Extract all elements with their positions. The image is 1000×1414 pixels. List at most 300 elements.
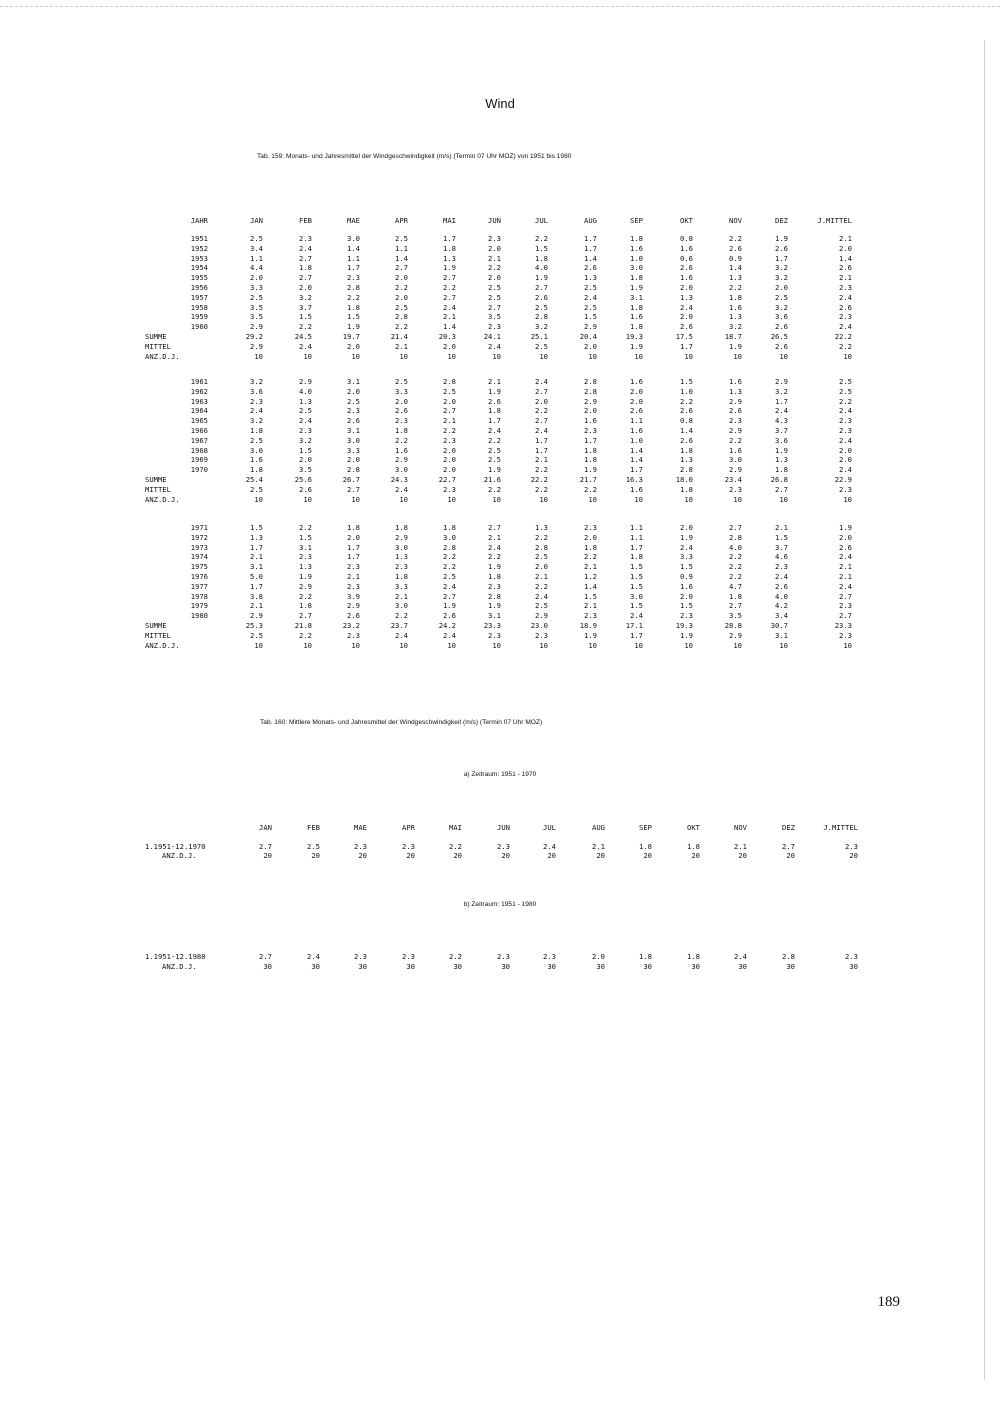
value-cell: 1.5 [775, 532, 788, 542]
column-header: APR [402, 823, 415, 832]
value-cell: 3.0 [395, 601, 408, 611]
value-cell: 2.7 [443, 292, 456, 302]
page-number: 189 [877, 1294, 900, 1310]
value-cell: 1.8 [680, 484, 693, 494]
value-cell: 2.5 [839, 377, 852, 386]
value-cell: 2.3 [402, 952, 415, 961]
year-cell: 1958 [190, 302, 208, 312]
value-cell: 30.7 [770, 621, 788, 630]
value-cell: 2.0 [347, 455, 360, 465]
row-label: SUMME [145, 621, 167, 630]
value-cell: 2.7 [347, 484, 360, 494]
value-cell: 2.6 [630, 406, 643, 416]
row-label: 1.1951-12.1970 [145, 842, 206, 851]
value-cell: 2.2 [299, 523, 312, 532]
value-cell: 2.4 [543, 842, 556, 851]
value-cell: 10 [492, 640, 501, 650]
value-cell: 3.4 [250, 243, 263, 253]
column-header: JAN [250, 216, 263, 225]
value-cell: 2.3 [395, 562, 408, 572]
table-row [0, 377, 1000, 387]
column-header: OKT [680, 216, 693, 225]
value-cell: 1.1 [347, 253, 360, 263]
value-cell: 1.1 [395, 243, 408, 253]
value-cell: 3.0 [395, 465, 408, 475]
value-cell: 1.8 [680, 445, 693, 455]
value-cell: 20 [738, 851, 747, 860]
value-cell: 2.4 [775, 406, 788, 416]
value-cell: 1.9 [443, 263, 456, 273]
value-cell: 2.4 [299, 341, 312, 351]
value-cell: 2.7 [782, 842, 795, 851]
value-cell: 2.3 [250, 396, 263, 406]
value-cell: 2.6 [584, 263, 597, 273]
value-cell: 4.7 [729, 581, 742, 591]
value-cell: 1.8 [775, 465, 788, 475]
value-cell: 2.7 [299, 253, 312, 263]
anz-row [0, 352, 1000, 362]
row-label: MITTEL [145, 630, 171, 640]
value-cell: 1.7 [630, 542, 643, 552]
value-cell: 2.5 [250, 484, 263, 494]
value-cell: 3.6 [250, 386, 263, 396]
value-cell: 2.6 [775, 243, 788, 253]
value-cell: 1.6 [729, 302, 742, 312]
value-cell: 21.6 [483, 475, 501, 484]
value-cell: 1.5 [584, 312, 597, 322]
value-cell: 1.8 [584, 542, 597, 552]
value-cell: 20 [501, 851, 510, 860]
value-cell: 2.2 [443, 426, 456, 435]
value-cell: 24.2 [438, 621, 456, 630]
value-cell: 2.3 [443, 435, 456, 445]
value-cell: 1.7 [250, 542, 263, 552]
value-cell: 21.8 [294, 621, 312, 630]
value-cell: 1.9 [488, 562, 501, 572]
value-cell: 2.0 [630, 386, 643, 396]
value-cell: 1.5 [535, 243, 548, 253]
table-row [0, 552, 1000, 562]
value-cell: 1.9 [488, 601, 501, 611]
row-label: ANZ.D.J. [145, 640, 180, 650]
table-row [0, 293, 1000, 303]
value-cell: 3.2 [250, 377, 263, 386]
value-cell: 2.9 [395, 532, 408, 542]
column-header: MAI [449, 823, 462, 832]
value-cell: 25.3 [245, 621, 263, 630]
value-cell: 3.8 [250, 591, 263, 601]
value-cell: 18.9 [579, 621, 597, 630]
table-row [0, 397, 1000, 407]
value-cell: 2.2 [535, 465, 548, 475]
value-cell: 2.4 [839, 552, 852, 562]
value-cell: 2.9 [584, 396, 597, 406]
value-cell: 1.5 [630, 601, 643, 611]
value-cell: 3.2 [775, 263, 788, 273]
value-cell: 2.2 [443, 562, 456, 572]
value-cell: 4.4 [250, 263, 263, 273]
value-cell: 10 [733, 351, 742, 361]
value-cell: 1.8 [347, 302, 360, 312]
value-cell: 2.0 [775, 283, 788, 292]
value-cell: 4.0 [535, 263, 548, 273]
value-cell: 1.2 [584, 572, 597, 581]
value-cell: 3.7 [299, 302, 312, 312]
value-cell: 1.8 [250, 426, 263, 435]
row-label: ANZ.D.J. [162, 851, 197, 860]
summe-row [0, 475, 1000, 485]
table-row [0, 416, 1000, 426]
value-cell: 2.5 [535, 601, 548, 611]
value-cell: 10 [634, 494, 643, 504]
value-cell: 10 [634, 640, 643, 650]
value-cell: 2.3 [680, 611, 693, 621]
value-cell: 2.5 [347, 396, 360, 406]
value-cell: 10 [351, 351, 360, 361]
value-cell: 2.2 [449, 952, 462, 961]
value-cell: 30 [738, 962, 747, 971]
value-cell: 1.3 [680, 292, 693, 302]
value-cell: 2.5 [395, 377, 408, 386]
value-cell: 2.9 [729, 465, 742, 475]
value-cell: 2.2 [395, 435, 408, 445]
value-cell: 3.2 [535, 322, 548, 332]
value-cell: 2.6 [395, 406, 408, 416]
value-cell: 20.4 [579, 332, 597, 341]
value-cell: 2.6 [488, 396, 501, 406]
value-cell: 10 [684, 494, 693, 504]
value-cell: 10 [254, 351, 263, 361]
value-cell: 3.9 [347, 591, 360, 601]
value-cell: 2.2 [535, 234, 548, 243]
year-cell: 1952 [190, 243, 208, 253]
value-cell: 1.9 [680, 630, 693, 640]
value-cell: 3.3 [680, 552, 693, 562]
value-cell: 2.4 [584, 292, 597, 302]
value-cell: 2.7 [729, 523, 742, 532]
value-cell: 2.4 [395, 630, 408, 640]
value-cell: 1.7 [443, 234, 456, 243]
value-cell: 23.4 [724, 475, 742, 484]
row-label: ANZ.D.J. [162, 962, 197, 971]
value-cell: 2.7 [488, 523, 501, 532]
value-cell: 1.9 [630, 283, 643, 292]
value-cell: 1.9 [488, 386, 501, 396]
summe-row [0, 332, 1000, 342]
value-cell: 2.5 [250, 292, 263, 302]
value-cell: 1.8 [630, 234, 643, 243]
value-cell: 2.6 [839, 263, 852, 273]
value-cell: 2.5 [299, 406, 312, 416]
value-cell: 24.1 [483, 332, 501, 341]
value-cell: 26.5 [770, 332, 788, 341]
value-cell: 2.1 [443, 312, 456, 322]
value-cell: 1.7 [630, 630, 643, 640]
value-cell: 2.8 [584, 377, 597, 386]
value-cell: 4.0 [775, 591, 788, 601]
value-cell: 2.6 [680, 322, 693, 332]
value-cell: 1.9 [299, 572, 312, 581]
column-header: SEP [630, 216, 643, 225]
year-cell: 1976 [190, 572, 208, 581]
value-cell: 2.2 [443, 283, 456, 292]
value-cell: 1.4 [443, 322, 456, 332]
mittel-row [0, 342, 1000, 352]
year-cell: 1964 [190, 406, 208, 416]
value-cell: 10 [779, 351, 788, 361]
value-cell: 2.5 [584, 302, 597, 312]
year-cell: 1965 [190, 416, 208, 426]
value-cell: 2.0 [839, 455, 852, 465]
year-cell: 1974 [190, 552, 208, 562]
year-cell: 1973 [190, 542, 208, 552]
value-cell: 1.7 [535, 435, 548, 445]
row-label: ANZ.D.J. [145, 351, 180, 361]
year-cell: 1970 [190, 465, 208, 475]
value-cell: 1.4 [630, 445, 643, 455]
value-cell: 0.6 [680, 253, 693, 263]
value-cell: 20 [453, 851, 462, 860]
value-cell: 1.6 [680, 273, 693, 283]
value-cell: 10 [779, 494, 788, 504]
value-cell: 1.7 [680, 341, 693, 351]
value-cell: 1.9 [488, 465, 501, 475]
year-cell: 1963 [190, 396, 208, 406]
value-cell: 2.6 [443, 611, 456, 621]
value-cell: 1.7 [347, 263, 360, 273]
value-cell: 3.5 [299, 465, 312, 475]
value-cell: 2.2 [395, 283, 408, 292]
value-cell: 2.3 [488, 322, 501, 332]
column-header: OKT [687, 823, 700, 832]
value-cell: 10 [733, 640, 742, 650]
value-cell: 2.3 [299, 552, 312, 562]
value-cell: 2.9 [775, 377, 788, 386]
value-cell: 2.1 [347, 572, 360, 581]
anz-row [0, 495, 1000, 505]
value-cell: 2.3 [584, 426, 597, 435]
value-cell: 26.8 [770, 475, 788, 484]
value-cell: 18.0 [675, 475, 693, 484]
value-cell: 2.2 [729, 435, 742, 445]
value-cell: 20 [263, 851, 272, 860]
value-cell: 3.5 [729, 611, 742, 621]
value-cell: 1.4 [839, 253, 852, 263]
value-cell: 2.0 [680, 591, 693, 601]
table-row [0, 601, 1000, 611]
value-cell: 1.3 [729, 312, 742, 322]
value-cell: 2.1 [734, 842, 747, 851]
value-cell: 1.8 [395, 426, 408, 435]
value-cell: 3.0 [250, 445, 263, 455]
value-cell: 2.2 [488, 484, 501, 494]
value-cell: 3.2 [775, 386, 788, 396]
value-cell: 10 [492, 351, 501, 361]
value-cell: 3.1 [347, 377, 360, 386]
value-cell: 30 [358, 962, 367, 971]
value-cell: 2.6 [775, 341, 788, 351]
column-header: FEB [307, 823, 320, 832]
value-cell: 3.0 [347, 435, 360, 445]
value-cell: 2.1 [839, 234, 852, 243]
value-cell: 2.7 [729, 601, 742, 611]
column-header: JUL [543, 823, 556, 832]
value-cell: 2.3 [347, 562, 360, 572]
value-cell: 2.5 [584, 283, 597, 292]
value-cell: 2.2 [584, 552, 597, 562]
column-header: FEB [299, 216, 312, 225]
value-cell: 2.6 [347, 611, 360, 621]
value-cell: 28.8 [724, 621, 742, 630]
value-cell: 1.6 [630, 484, 643, 494]
value-cell: 21.4 [390, 332, 408, 341]
value-cell: 1.6 [729, 445, 742, 455]
value-cell: 19.3 [625, 332, 643, 341]
value-cell: 2.9 [535, 611, 548, 621]
year-cell: 1978 [190, 591, 208, 601]
value-cell: 23.7 [390, 621, 408, 630]
value-cell: 2.8 [347, 465, 360, 475]
year-cell: 1979 [190, 601, 208, 611]
value-cell: 1.8 [395, 523, 408, 532]
value-cell: 2.6 [775, 322, 788, 332]
value-cell: 2.8 [782, 952, 795, 961]
value-cell: 2.6 [535, 292, 548, 302]
value-cell: 2.4 [680, 542, 693, 552]
value-cell: 1.8 [630, 552, 643, 562]
value-cell: 10 [588, 640, 597, 650]
value-cell: 1.1 [630, 523, 643, 532]
value-cell: 1.5 [680, 601, 693, 611]
value-cell: 22.2 [834, 332, 852, 341]
value-cell: 1.5 [347, 312, 360, 322]
value-cell: 2.0 [535, 562, 548, 572]
value-cell: 10 [399, 494, 408, 504]
value-cell: 2.2 [839, 341, 852, 351]
row-label: SUMME [145, 475, 167, 484]
table-row [0, 436, 1000, 446]
value-cell: 10 [779, 640, 788, 650]
table-row [0, 533, 1000, 543]
value-cell: 1.0 [630, 435, 643, 445]
value-cell: 2.3 [775, 562, 788, 572]
value-cell: 1.9 [584, 630, 597, 640]
value-cell: 24.5 [294, 332, 312, 341]
value-cell: 1.1 [250, 253, 263, 263]
value-cell: 2.2 [299, 630, 312, 640]
value-cell: 1.7 [488, 416, 501, 426]
value-cell: 2.5 [395, 302, 408, 312]
table-row [0, 465, 1000, 475]
value-cell: 1.5 [299, 445, 312, 455]
value-cell: 2.2 [488, 552, 501, 562]
value-cell: 1.7 [347, 552, 360, 562]
value-cell: 30 [547, 962, 556, 971]
table-row [0, 387, 1000, 397]
table-row [0, 234, 1000, 244]
value-cell: 1.8 [299, 263, 312, 273]
value-cell: 2.3 [299, 426, 312, 435]
mittel-row [0, 485, 1000, 495]
value-cell: 2.3 [584, 523, 597, 532]
table-row [0, 322, 1000, 332]
value-cell: 1.7 [775, 396, 788, 406]
value-cell: 1.9 [347, 322, 360, 332]
year-cell: 1968 [190, 445, 208, 455]
value-cell: 2.5 [307, 842, 320, 851]
value-cell: 2.1 [839, 273, 852, 283]
value-cell: 1.8 [395, 572, 408, 581]
value-cell: 3.6 [775, 312, 788, 322]
value-cell: 1.7 [535, 445, 548, 455]
value-cell: 3.1 [775, 630, 788, 640]
value-cell: 2.5 [443, 572, 456, 581]
value-cell: 23.3 [834, 621, 852, 630]
value-cell: 1.9 [775, 445, 788, 455]
table-row [0, 562, 1000, 572]
value-cell: 2.3 [839, 283, 852, 292]
value-cell: 2.3 [497, 842, 510, 851]
value-cell: 1.9 [443, 601, 456, 611]
value-cell: 1.7 [775, 253, 788, 263]
value-cell: 2.0 [592, 952, 605, 961]
value-cell: 2.0 [680, 312, 693, 322]
value-cell: 2.4 [488, 426, 501, 435]
value-cell: 2.4 [839, 322, 852, 332]
section-b-title: b) Zeitraum: 1951 - 1980 [463, 901, 537, 908]
value-cell: 30 [643, 962, 652, 971]
value-cell: 3.0 [729, 455, 742, 465]
value-cell: 1.8 [729, 591, 742, 601]
value-cell: 1.3 [395, 552, 408, 562]
value-cell: 2.0 [395, 273, 408, 283]
value-cell: 2.4 [395, 484, 408, 494]
anz-row [0, 641, 1000, 651]
value-cell: 2.2 [729, 562, 742, 572]
value-cell: 30 [691, 962, 700, 971]
value-cell: 1.9 [630, 341, 643, 351]
value-cell: 10 [351, 640, 360, 650]
value-cell: 5.0 [250, 572, 263, 581]
value-cell: 2.4 [734, 952, 747, 961]
value-cell: 29.2 [245, 332, 263, 341]
value-cell: 26.7 [342, 475, 360, 484]
value-cell: 2.6 [729, 406, 742, 416]
value-cell: 2.1 [488, 377, 501, 386]
value-cell: 1.3 [535, 523, 548, 532]
value-cell: 16.3 [625, 475, 643, 484]
value-cell: 1.8 [639, 842, 652, 851]
year-cell: 1960 [190, 322, 208, 332]
value-cell: 2.5 [839, 386, 852, 396]
value-cell: 10 [303, 351, 312, 361]
value-cell: 1.8 [630, 273, 643, 283]
row-label: ANZ.D.J. [145, 494, 180, 504]
table-row [0, 426, 1000, 436]
year-cell: 1975 [190, 562, 208, 572]
value-cell: 1.8 [488, 572, 501, 581]
column-header: J.MITTEL [817, 216, 852, 225]
value-cell: 2.5 [488, 455, 501, 465]
value-cell: 2.0 [443, 396, 456, 406]
row-label: MITTEL [145, 484, 171, 494]
value-cell: 2.4 [250, 406, 263, 416]
value-cell: 2.8 [488, 591, 501, 601]
value-cell: 2.9 [729, 630, 742, 640]
value-cell: 1.5 [630, 581, 643, 591]
value-cell: 2.3 [729, 484, 742, 494]
value-cell: 2.6 [775, 581, 788, 591]
